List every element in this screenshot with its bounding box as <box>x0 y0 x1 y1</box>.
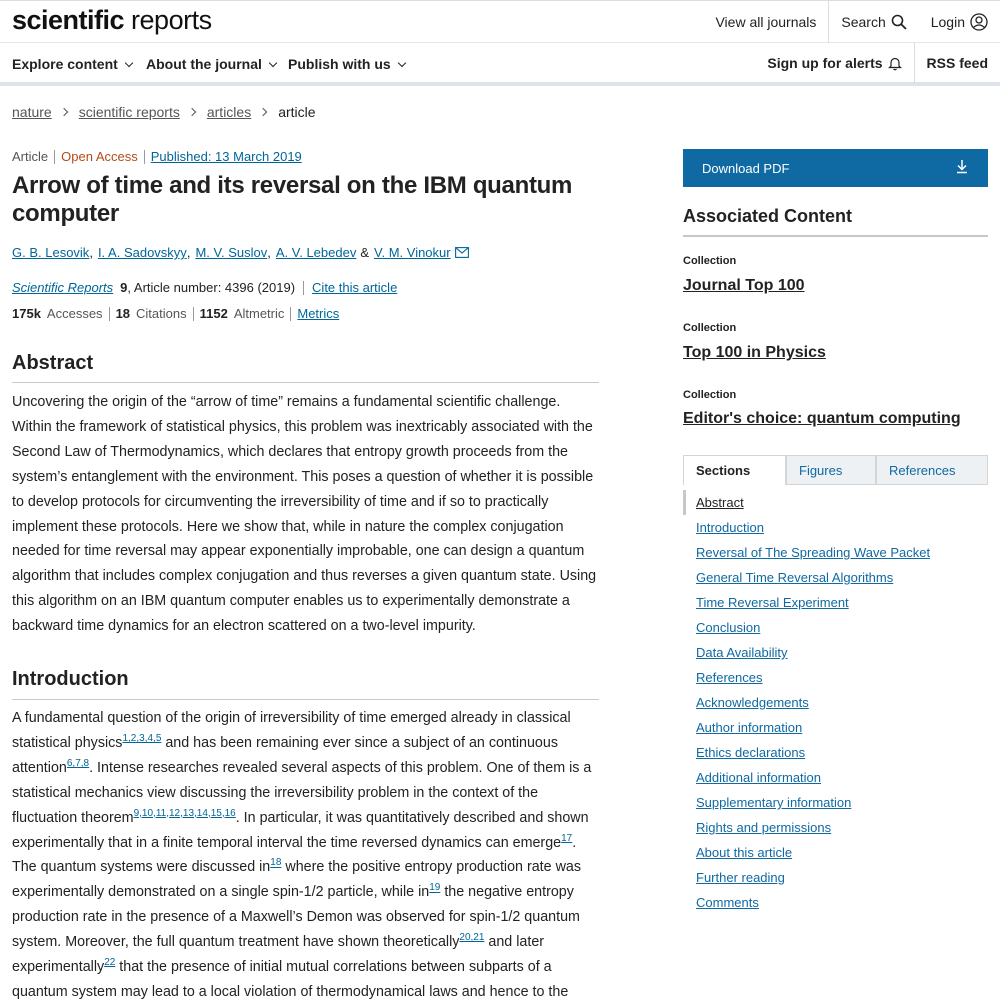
metrics-row <box>12 306 339 321</box>
top-links <box>703 1 1000 43</box>
toc-item-ethics[interactable]: Ethics declarations <box>696 745 806 760</box>
divider <box>303 281 304 295</box>
tab-sections[interactable]: Sections <box>683 455 786 485</box>
chevron-right-icon <box>188 108 196 116</box>
sidebar-tabs <box>683 455 988 485</box>
user-icon <box>970 13 988 31</box>
toc-item-comments[interactable]: Comments <box>696 895 759 910</box>
view-all-journals-link[interactable]: View all journals <box>715 14 817 30</box>
toc-item-conclusion[interactable]: Conclusion <box>696 620 761 635</box>
breadcrumb <box>12 104 316 120</box>
altmetric-count: 1152 <box>199 306 228 321</box>
main-nav <box>0 43 1000 86</box>
toc-item-acknowledgements[interactable]: Acknowledgements <box>696 695 809 710</box>
toc-item-general-algorithms[interactable]: General Time Reversal Algorithms <box>696 570 894 585</box>
author-link[interactable]: A. V. Lebedev <box>275 245 357 260</box>
tab-references[interactable]: References <box>876 455 988 485</box>
volume: 9 <box>120 280 128 295</box>
altmetric-label: Altmetric <box>233 306 285 321</box>
reference-link[interactable]: 9,10,11,12,13,14,15,16 <box>133 807 236 819</box>
divider <box>193 307 194 321</box>
collection-link[interactable]: Editor's choice: quantum computing <box>683 410 961 427</box>
divider <box>54 150 55 164</box>
breadcrumb-nature[interactable]: nature <box>12 104 52 120</box>
publish-menu[interactable]: Publish with us <box>288 56 405 72</box>
chevron-down-icon <box>125 59 133 67</box>
rss-feed-link[interactable]: RSS feed <box>914 43 1000 83</box>
breadcrumb-articles[interactable]: articles <box>206 104 252 120</box>
toc-item-further-reading[interactable]: Further reading <box>696 870 785 885</box>
open-access-badge: Open Access <box>61 149 138 164</box>
reference-link[interactable]: 20,21 <box>459 932 485 944</box>
toc-item-abstract[interactable]: Abstract <box>683 490 988 515</box>
chevron-right-icon <box>259 108 267 116</box>
article-number: , Article number: 4396 (2019) <box>127 280 296 295</box>
chevron-down-icon <box>397 59 405 67</box>
introduction-heading: Introduction <box>12 668 129 690</box>
collection-label: Collection <box>683 255 737 267</box>
author-list: G. B. Lesovik , I. A. Sadovskyy , M. V. Suslov , A. V. Lebedev & V. M. Vinokur <box>12 245 469 260</box>
breadcrumb-article: article <box>278 104 316 120</box>
toc-item-data-availability[interactable]: Data Availability <box>696 645 788 660</box>
reference-link[interactable]: 17 <box>561 832 573 844</box>
reference-link[interactable]: 22 <box>104 957 116 969</box>
author-link[interactable]: V. M. Vinokur <box>374 245 451 260</box>
site-header <box>0 0 1000 43</box>
introduction-text: A fundamental question of the origin of irreversibility of time emerged already in classical statistical physics$^{1,2,3,4,5}$ and has been remaining ever since a subject of an continuous attention$^{6,7,8}$. Intense researches revealed several aspects of this problem. One of them is a statistical mechanics view discussing the irreversibility problem in the context of the fluctuation theorem$^{9,10,11,12,13,14,15,16}$. In particular, it was quantitatively described and shown experimentally that in a finite temporal interval the time reversed dynamics can emerge$^{17}$. The quantum systems were discussed $in^{18}$ where the positive entropy production rate was experimentally demonstrated on a single spin-1/2 particle, while $in^{19}$ the negative entropy production rate in the presence of a Maxwell’s Demon was observed for spin-1/2 quantum system. Moreover, the full quantum treatment have shown theoretically$^{20,21}$ and later experimentally$^{22}$ that the presence of initial mutual correlations between subparts of a quantum system may lead to a local violation of thermodynamical laws and hence to the <box>12 710 592 1000</box>
explore-content-menu[interactable]: Explore content <box>12 56 132 72</box>
breadcrumb-scientific-reports[interactable]: scientific reports <box>78 104 180 120</box>
search-label: Search <box>841 14 886 30</box>
section-divider <box>683 235 988 237</box>
collection-label: Collection <box>683 389 737 401</box>
section-divider <box>12 382 599 383</box>
abstract-heading: Abstract <box>12 352 94 374</box>
divider <box>290 307 291 321</box>
tab-figures[interactable]: Figures <box>786 455 876 485</box>
mail-icon[interactable] <box>455 247 469 258</box>
toc-item-author-information[interactable]: Author information <box>696 720 803 735</box>
citations-count: 18 <box>115 306 131 321</box>
citation-row <box>12 280 397 295</box>
divider <box>144 150 145 164</box>
citations-label: Citations <box>136 306 187 321</box>
reference-link[interactable]: 1,2,3,4,5 <box>122 733 162 745</box>
journal-link[interactable]: Scientific Reports <box>12 280 114 295</box>
about-journal-menu[interactable]: About the journal <box>146 56 276 72</box>
alerts-label: Sign up for alerts <box>767 55 883 71</box>
section-divider <box>12 699 599 700</box>
download-icon <box>956 160 968 174</box>
toc-item-supplementary[interactable]: Supplementary information <box>696 795 852 810</box>
author-link[interactable]: M. V. Suslov <box>195 245 268 260</box>
download-pdf-button[interactable] <box>683 149 988 187</box>
collection-link[interactable]: Journal Top 100 <box>683 277 805 294</box>
journal-logo[interactable]: scientific reports <box>12 5 212 35</box>
abstract-text: Uncovering the origin of the “arrow of time” remains a fundamental scientific challenge. Within the framework of statistical physics, this problem was inextricably associated with the Second Law of Thermodynamics, which declares that entropy growth proceeds from the system’s entanglement with the environment. This poses a question of whether it is possible to develop protocols for circumventing the irreversibility of time and if so to practically implement these protocols. Here we show that, while in nature the complex conjugation needed for time reversal may appear exponentially improbable, one can design a quantum algorithm that includes complex conjugation and thus reverses a given quantum state. Using this algorithm on an IBM quantum computer enables us to experimentally demonstrate a backward time dynamics for an electron scattered on a two-level impurity. <box>12 394 597 635</box>
reference-link[interactable]: 6,7,8 <box>66 758 90 770</box>
chevron-right-icon <box>59 108 67 116</box>
reference-link[interactable]: 18 <box>270 857 282 869</box>
collection-link[interactable]: Top 100 in Physics <box>683 344 826 361</box>
accesses-label: Accesses <box>46 306 103 321</box>
article-meta <box>12 149 302 164</box>
alerts-signup-link[interactable] <box>755 43 913 83</box>
bell-icon <box>888 56 902 71</box>
toc-item-introduction[interactable]: Introduction <box>696 520 764 535</box>
published-date[interactable]: Published: 13 March 2019 <box>150 149 302 164</box>
chevron-down-icon <box>269 59 277 67</box>
toc-item-additional-information[interactable]: Additional information <box>696 770 822 785</box>
reference-link[interactable]: 19 <box>429 882 441 894</box>
collection-label: Collection <box>683 322 737 334</box>
table-of-contents <box>683 490 988 915</box>
toc-item-reversal[interactable]: Reversal of The Spreading Wave Packet <box>696 545 931 560</box>
login-button[interactable] <box>919 1 1000 43</box>
cite-article-link[interactable]: Cite this article <box>312 280 398 295</box>
associated-content-heading: Associated Content <box>683 206 853 226</box>
search-icon <box>891 14 907 30</box>
author-link[interactable]: G. B. Lesovik <box>12 245 90 260</box>
divider <box>109 307 110 321</box>
toc-item-references[interactable]: References <box>696 670 763 685</box>
search-button[interactable] <box>828 1 918 43</box>
article-title: Arrow of time and its reversal on the IBM quantum computer <box>12 172 573 227</box>
author-link[interactable]: I. A. Sadovskyy <box>97 245 187 260</box>
toc-item-about-article[interactable]: About this article <box>696 845 793 860</box>
accesses-count: 175k <box>12 306 41 321</box>
toc-item-experiment[interactable]: Time Reversal Experiment <box>696 595 849 610</box>
article-type: Article <box>12 149 49 164</box>
toc-item-rights[interactable]: Rights and permissions <box>696 820 832 835</box>
download-pdf-label: Download PDF <box>702 160 790 176</box>
metrics-link[interactable]: Metrics <box>297 306 340 321</box>
login-label: Login <box>930 14 965 30</box>
